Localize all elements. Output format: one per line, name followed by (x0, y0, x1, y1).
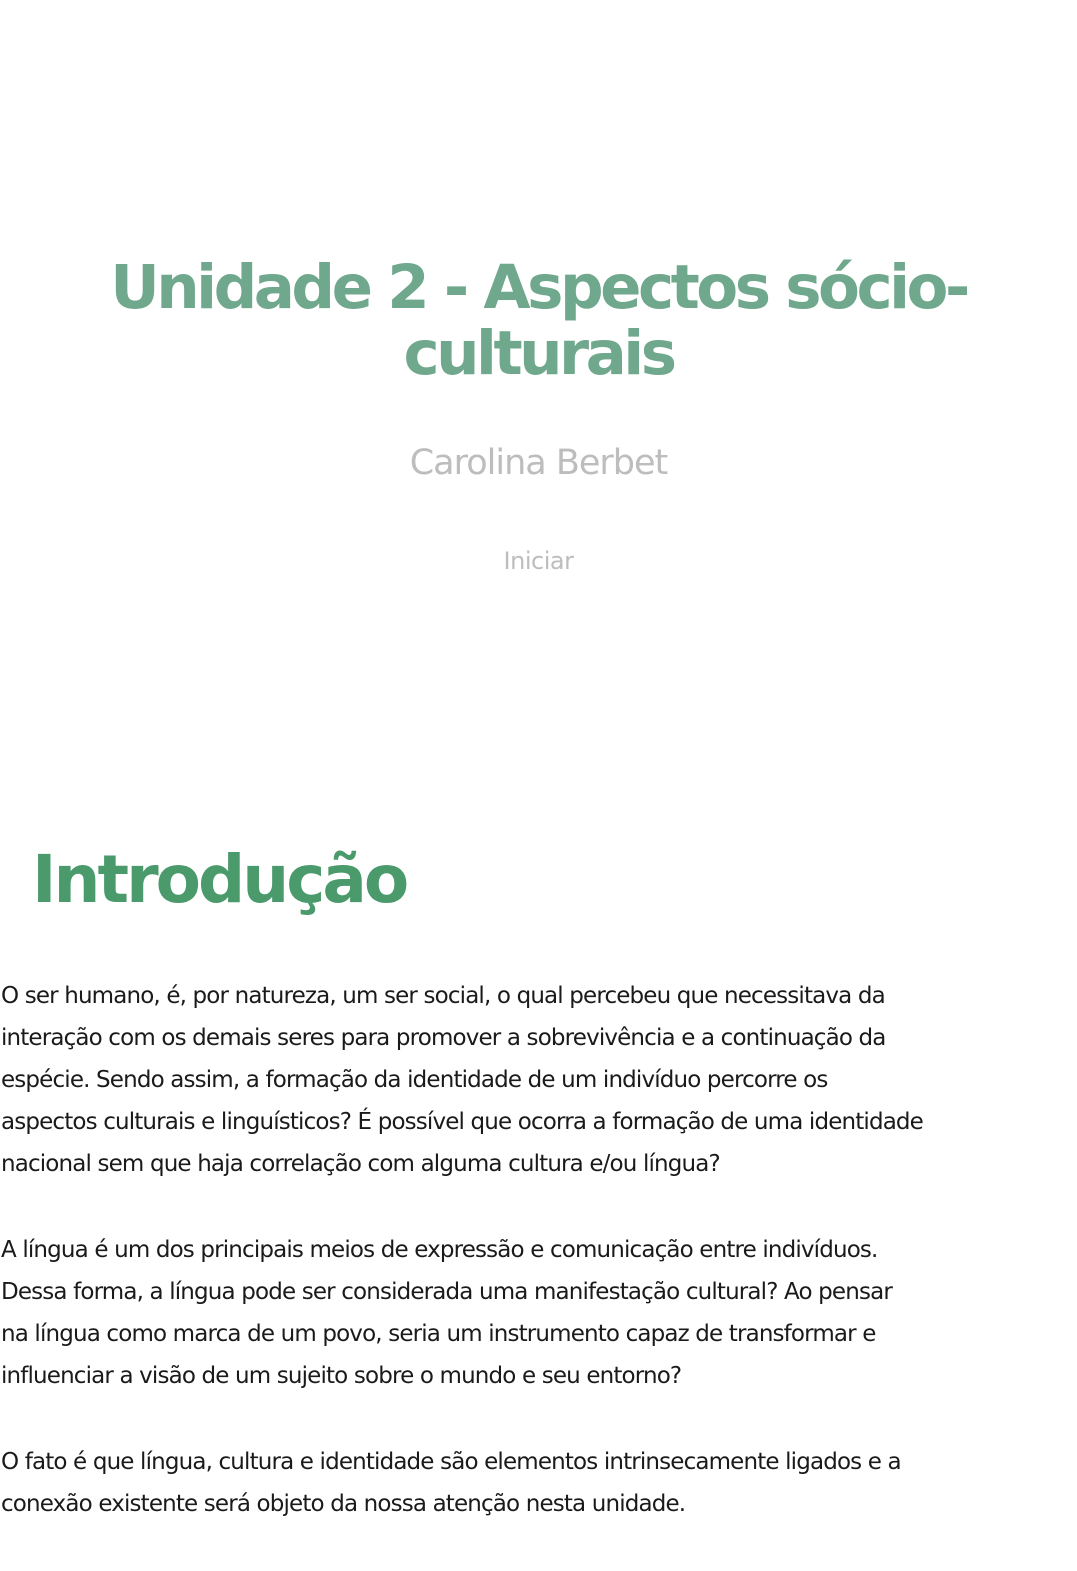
start-button[interactable]: Iniciar (503, 547, 574, 575)
paragraph-line: O ser humano, é, por natureza, um ser social, o qual percebeu que necessitava da (1, 983, 885, 1009)
unit-title (90, 252, 987, 389)
unit-title-line-2: culturais (403, 318, 674, 389)
paragraph-line: conexão existente será objeto da nossa atenção nesta unidade. (1, 1491, 686, 1517)
paragraph-line: na língua como marca de um povo, seria um instrumento capaz de transformar e (1, 1321, 876, 1347)
intro-paragraph-3 (1, 1441, 1077, 1525)
paragraph-line: nacional sem que haja correlação com alguma cultura e/ou língua? (1, 1151, 720, 1177)
intro-paragraph-2 (1, 1229, 1077, 1397)
paragraph-line: A língua é um dos principais meios de expressão e comunicação entre indivíduos. (1, 1237, 878, 1263)
paragraph-line: influenciar a visão de um sujeito sobre o mundo e seu entorno? (1, 1363, 682, 1389)
paragraph-line: O fato é que língua, cultura e identidade são elementos intrinsecamente ligados e a (1, 1449, 901, 1475)
author-name: Carolina Berbet (409, 443, 668, 483)
paragraph-line: espécie. Sendo assim, a formação da identidade de um indivíduo percorre os (1, 1067, 828, 1093)
paragraph-line: aspectos culturais e linguísticos? É possível que ocorra a formação de uma identidade (1, 1109, 923, 1135)
paragraph-line: interação com os demais seres para promover a sobrevivência e a continuação da (1, 1025, 886, 1051)
unit-title-line-1: Unidade 2 - Aspectos sócio- (110, 252, 967, 323)
intro-paragraph-1 (1, 975, 1077, 1185)
section-heading: Introdução (32, 841, 407, 918)
intro-content (1, 975, 1077, 1569)
paragraph-line: Dessa forma, a língua pode ser considerada uma manifestação cultural? Ao pensar (1, 1279, 892, 1305)
